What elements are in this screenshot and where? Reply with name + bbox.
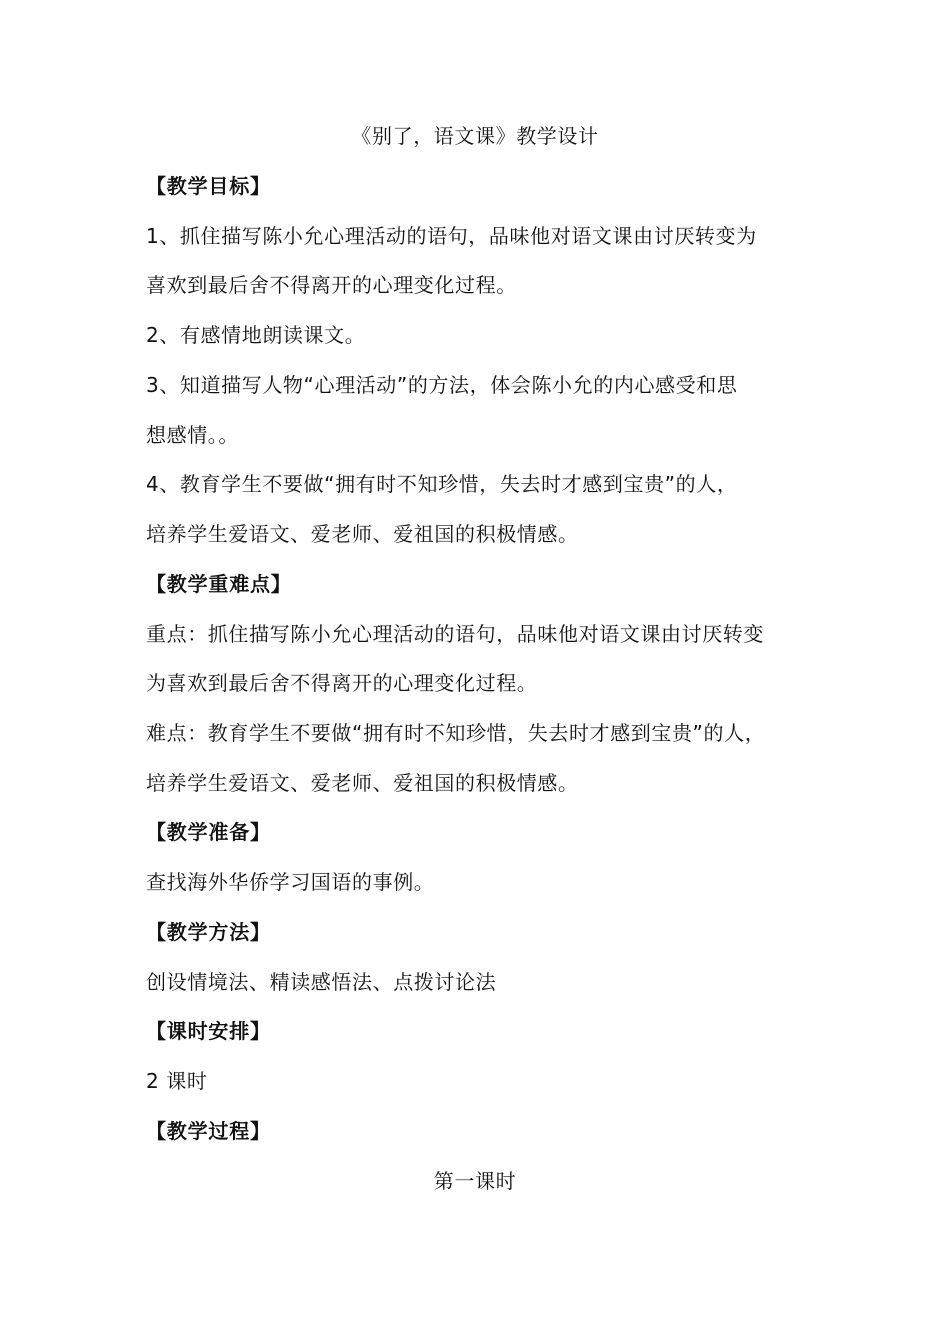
- methods-heading: 【教学方法】: [146, 920, 271, 944]
- objective-2: 2、有感情地朗读课文。: [146, 323, 366, 347]
- objective-4-line-1: 4、教育学生不要做“拥有时不知珍惜，失去时才感到宝贵”的人，: [146, 472, 738, 496]
- difficulty-line-2: 培养学生爱语文、爱老师、爱祖国的积极情感。: [146, 771, 579, 795]
- process-heading: 【教学过程】: [146, 1119, 271, 1143]
- objective-3-line-2: 想感情。。: [146, 423, 239, 447]
- objective-3-line-1: 3、知道描写人物“心理活动”的方法，体会陈小允的内心感受和思: [146, 373, 738, 397]
- objective-4-line-2: 培养学生爱语文、爱老师、爱祖国的积极情感。: [146, 522, 579, 546]
- document-title: 《别了，语文课》教学设计: [351, 124, 599, 148]
- focus-line-1: 重点：抓住描写陈小允心理活动的语句，品味他对语文课由讨厌转变: [146, 622, 764, 646]
- schedule-text: 2 课时: [146, 1069, 208, 1093]
- methods-text: 创设情境法、精读感悟法、点拨讨论法: [146, 970, 497, 994]
- focus-line-2: 为喜欢到最后舍不得离开的心理变化过程。: [146, 671, 538, 695]
- first-lesson-subheading: 第一课时: [433, 1169, 517, 1193]
- objectives-heading: 【教学目标】: [146, 174, 271, 198]
- objective-1-line-2: 喜欢到最后舍不得离开的心理变化过程。: [146, 273, 517, 297]
- key-points-heading: 【教学重难点】: [146, 572, 292, 596]
- difficulty-line-1: 难点：教育学生不要做“拥有时不知珍惜，失去时才感到宝贵”的人，: [146, 721, 766, 745]
- schedule-heading: 【课时安排】: [146, 1019, 271, 1043]
- preparation-heading: 【教学准备】: [146, 820, 271, 844]
- objective-1-line-1: 1、抓住描写陈小允心理活动的语句，品味他对语文课由讨厌转变为: [146, 224, 757, 248]
- preparation-text: 查找海外华侨学习国语的事例。: [146, 870, 435, 894]
